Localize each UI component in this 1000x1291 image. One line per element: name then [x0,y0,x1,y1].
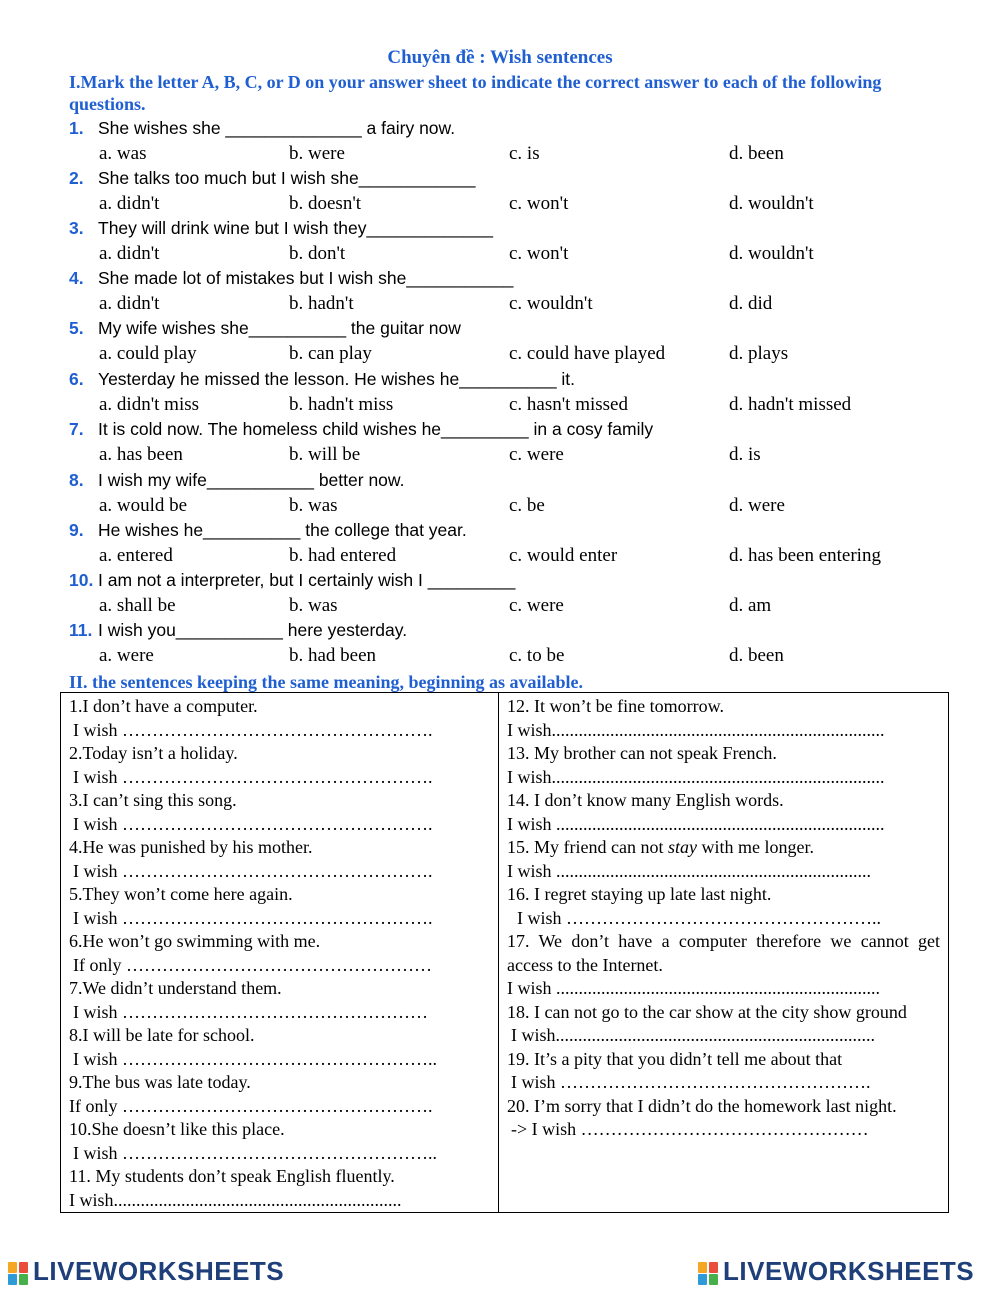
option-d[interactable]: d. been [729,645,784,666]
rewrite-answer-line[interactable]: I wish ...................................................................... [507,860,871,881]
rewrite-question: 7.We didn’t understand them. [69,978,282,998]
rewrite-right-column [499,693,949,1213]
rewrite-answer-line[interactable]: I wish …………………………………………….. [73,1142,437,1163]
question-stem [69,568,515,593]
rewrite-question: 20. I’m sorry that I didn’t do the homework last night. [507,1095,897,1116]
rewrite-question: 11. My students don’t speak English fluently. [69,1166,395,1186]
question-number: 1. [69,118,84,138]
option-c[interactable]: c. were [509,595,564,616]
rewrite-question: 5.They won’t come here again. [69,884,293,904]
question-text: I am not a interpreter, but I certainly wish I _________ [98,570,516,590]
option-c[interactable]: c. hasn't missed [509,394,628,415]
rewrite-question: 12. It won’t be fine tomorrow. [507,696,724,716]
rewrite-question: 2.Today isn’t a holiday. [69,743,238,763]
rewrite-answer-line[interactable]: I wish.......................................................................... [507,719,885,740]
page-title: Chuyên đề : Wish sentences [387,47,613,68]
question-stem [69,367,575,392]
option-c[interactable]: c. were [509,444,564,465]
rewrite-answer-line[interactable]: I wish....................................................................... [511,1025,875,1045]
rewrite-answer-line[interactable]: I wish ......................................................................... [507,813,885,834]
rewrite-answer-line[interactable]: I wish …………………………………………….. [73,1048,437,1069]
brand-text: LIVEWORKSHEETS [33,1256,285,1286]
option-a[interactable]: a. could play [99,343,197,364]
rewrite-answer-line[interactable]: I wish................................................................ [69,1189,402,1210]
option-c[interactable]: c. to be [509,645,565,666]
rewrite-question: 4.He was punished by his mother. [69,837,313,857]
option-d[interactable]: d. am [729,595,772,616]
question-text: They will drink wine but I wish they_____________ [98,218,493,238]
rewrite-question: 9.The bus was late today. [69,1072,251,1092]
option-d[interactable]: d. plays [729,343,789,364]
rewrite-answer-line[interactable]: I wish ……………………………………………. [73,813,433,834]
rewrite-question: 16. I regret staying up late last night. [507,884,772,904]
option-d[interactable]: d. has been entering [729,545,881,566]
option-a[interactable]: a. shall be [99,595,176,616]
question-stem [69,166,475,191]
option-c[interactable]: c. would enter [509,545,618,566]
option-c[interactable]: c. wouldn't [509,293,593,314]
option-b[interactable]: b. can play [289,343,372,364]
option-a[interactable]: a. didn't [99,293,160,314]
option-d[interactable]: d. been [729,143,784,164]
question-number: 8. [69,470,84,490]
liveworksheets-brand-right [698,1256,974,1290]
question-stem [69,216,493,241]
option-a[interactable]: a. would be [99,495,188,516]
rewrite-answer-line[interactable]: I wish …………………………………………… [73,1001,428,1022]
option-d[interactable]: d. were [729,495,785,516]
option-b[interactable]: b. hadn't [289,293,354,314]
option-a[interactable]: a. entered [99,545,173,566]
option-c[interactable]: c. won't [509,243,569,264]
question-stem [69,417,653,442]
option-b[interactable]: b. was [289,595,338,616]
question-text-post: with me longer. [696,837,814,857]
question-text: I wish you___________ here yesterday. [98,620,408,640]
rewrite-question: 19. It’s a pity that you didn’t tell me about that [507,1048,843,1069]
rewrite-answer-line[interactable]: I wish ……………………………………………. [511,1072,871,1092]
question-number: 4. [69,268,84,288]
section-1-heading: I.Mark the letter A, B, C, or D on your answer sheet to indicate the correct answer to each of the following questions. [69,72,882,114]
option-c[interactable]: c. be [509,495,545,516]
option-b[interactable]: b. don't [289,243,346,264]
option-d[interactable]: d. wouldn't [729,243,814,264]
option-d[interactable]: d. hadn't missed [729,394,852,415]
rewrite-answer-line[interactable]: I wish ……………………………………………. [73,766,433,787]
question-text: She wishes she ______________ a fairy now. [98,118,456,138]
question-text: It is cold now. The homeless child wishes he_________ in a cosy family [98,419,654,439]
question-number: 11. [69,620,93,640]
question-number: 10. [69,570,94,590]
section-2-heading: II. the sentences keeping the same meaning, beginning as available. [69,672,584,692]
rewrite-question [507,836,940,860]
brand-text: LIVEWORKSHEETS [723,1256,975,1286]
rewrite-answer-line[interactable]: I wish ……………………………………………. [73,860,433,881]
option-c[interactable]: c. is [509,143,540,164]
question-number: 3. [69,218,84,238]
question-text: I wish my wife___________ better now. [98,470,405,490]
option-c[interactable]: c. won't [509,193,569,214]
question-stem [69,316,461,341]
option-d[interactable]: d. is [729,444,761,465]
liveworksheets-logo-icon [698,1260,720,1286]
rewrite-answer-line[interactable]: I wish ……………………………………………. [73,719,433,740]
question-text: My wife wishes she__________ the guitar now [98,318,461,338]
question-number: 2. [69,168,84,188]
option-d[interactable]: d. wouldn't [729,193,814,214]
option-a[interactable]: a. were [99,645,154,666]
option-b[interactable]: b. were [289,143,345,164]
option-b[interactable]: b. hadn't miss [289,394,394,415]
rewrite-question: 17. We don’t have a computer therefore we cannot get access to the Internet. [507,931,940,975]
question-text: She talks too much but I wish she____________ [98,168,476,188]
rewrite-answer-line[interactable]: If only …………………………………………… [73,954,432,975]
rewrite-left-column [61,693,499,1213]
question-text: Yesterday he missed the lesson. He wishes he__________ it. [98,369,576,389]
rewrite-question: 3.I can’t sing this song. [69,790,237,810]
rewrite-answer-line[interactable]: If only ……………………………………………. [69,1095,433,1116]
rewrite-question: 1.I don’t have a computer. [69,696,258,716]
liveworksheets-brand-left [8,1256,284,1290]
question-stem [69,618,407,643]
option-b[interactable]: b. will be [289,444,361,465]
rewrite-question: 8.I will be late for school. [69,1025,255,1045]
option-b[interactable]: b. had entered [289,545,397,566]
question-stem [69,468,404,493]
question-text: He wishes he__________ the college that year. [98,520,467,540]
question-stem [69,116,455,141]
rewrite-question: 18. I can not go to the car show at the city show ground [507,1001,907,1022]
option-b[interactable]: b. was [289,495,338,516]
rewrite-answer-line[interactable]: I wish.......................................................................... [507,766,885,787]
rewrite-answer-line[interactable]: I wish ……………………………………………. [73,907,433,928]
option-d[interactable]: d. did [729,293,773,314]
option-a[interactable]: a. has been [99,444,183,465]
rewrite-answer-line[interactable]: -> I wish ………………………………………… [511,1119,869,1139]
rewrite-question: 13. My brother can not speak French. [507,743,777,763]
question-text-pre: 15. My friend can not [507,837,668,857]
emphasized-word: stay [667,837,697,857]
option-c[interactable]: c. could have played [509,343,666,364]
question-stem [69,266,513,291]
question-number: 9. [69,520,84,540]
option-b[interactable]: b. had been [289,645,377,666]
rewrite-answer-line[interactable]: I wish …………………………………………….. [517,907,881,928]
rewrite-question: 14. I don’t know many English words. [507,790,784,810]
rewrite-table [60,692,949,1213]
question-number: 6. [69,369,84,389]
rewrite-question: 6.He won’t go swimming with me. [69,931,321,951]
question-number: 7. [69,419,84,439]
question-stem [69,518,467,543]
question-number: 5. [69,318,84,338]
question-text: She made lot of mistakes but I wish she___________ [98,268,514,288]
option-a[interactable]: a. didn't [99,243,160,264]
option-a[interactable]: a. didn't miss [99,394,200,415]
option-a[interactable]: a. was [99,143,147,164]
rewrite-question: 10.She doesn’t like this place. [69,1119,285,1139]
option-a[interactable]: a. didn't [99,193,160,214]
option-b[interactable]: b. doesn't [289,193,362,214]
liveworksheets-logo-icon [8,1260,30,1286]
rewrite-answer-line[interactable]: I wish ........................................................................ [507,978,880,998]
